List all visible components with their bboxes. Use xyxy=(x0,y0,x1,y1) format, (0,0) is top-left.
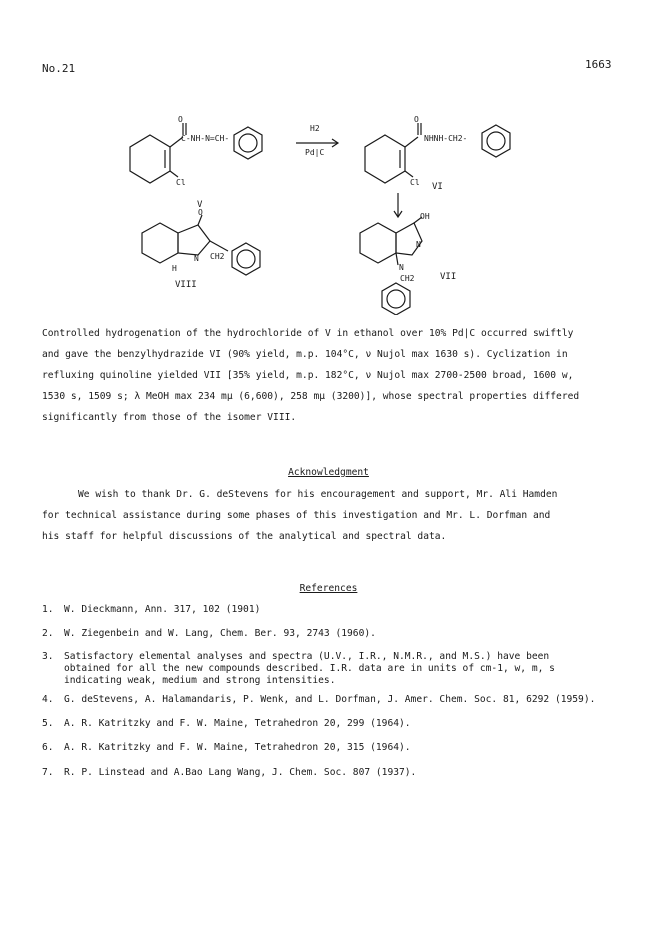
reference-text: R. P. Linstead and A.Bao Lang Wang, J. Chem. Soc. 807 (1937). xyxy=(64,767,417,778)
page-header-left: No.21 xyxy=(42,62,76,75)
reference-number: 2. xyxy=(42,628,54,639)
reference-item xyxy=(42,651,555,687)
atom-N2-VII: N xyxy=(416,240,421,249)
reference-number: 5. xyxy=(42,718,54,729)
reference-text: W. Dieckmann, Ann. 317, 102 (1901) xyxy=(64,604,261,615)
group-CH2-VII: CH2 xyxy=(400,274,415,283)
paragraph-line: 1530 s, 1509 s; λ MeOH max 234 mμ (6,600), 258 mμ (3200)], whose spectral properties differed xyxy=(42,391,580,402)
acknowledgment-line: his staff for helpful discussions of the analytical and spectral data. xyxy=(42,531,447,542)
reference-text: A. R. Katritzky and F. W. Maine, Tetrahedron 20, 299 (1964). xyxy=(64,718,411,729)
atom-O-V: O xyxy=(178,115,183,124)
reference-text: G. deStevens, A. Halamandaris, P. Wenk, and L. Dorfman, J. Amer. Chem. Soc. 81, 6292 (1959). xyxy=(64,694,596,705)
reagent-Pd-C: Pd|C xyxy=(305,148,325,157)
label-compound-VII: VII xyxy=(440,272,457,282)
reference-text: W. Ziegenbein and W. Lang, Chem. Ber. 93, 2743 (1960). xyxy=(64,628,376,639)
label-compound-VI: VI xyxy=(432,182,443,192)
label-compound-VIII: VIII xyxy=(175,280,197,290)
atom-H-VIII: H xyxy=(172,264,177,273)
compound-VI-ring xyxy=(365,135,405,183)
group-CH2-VIII: CH2 xyxy=(210,252,225,261)
atom-Cl-V: Cl xyxy=(176,178,186,187)
page-number: 1663 xyxy=(585,58,612,71)
acknowledgment-text xyxy=(42,484,557,547)
reference-text-continued: indicating weak, medium and strong intensities. xyxy=(64,675,336,686)
reference-number: 1. xyxy=(42,604,54,615)
reference-item xyxy=(42,694,595,705)
reference-item xyxy=(42,604,260,615)
reference-item xyxy=(42,742,411,753)
reference-number: 3. xyxy=(42,651,54,662)
reference-number: 4. xyxy=(42,694,54,705)
reference-number: 7. xyxy=(42,767,54,778)
reference-item xyxy=(42,628,376,639)
atom-N-VIII: N xyxy=(194,254,199,263)
fragment-V: C-NH-N=CH- xyxy=(181,134,230,143)
body-paragraph xyxy=(42,323,579,428)
atom-Cl-VI: Cl xyxy=(410,178,420,187)
atom-O-VIII: O xyxy=(198,208,203,217)
acknowledgment-heading: Acknowledgment xyxy=(288,467,369,478)
reference-item xyxy=(42,718,411,729)
reference-text-continued: obtained for all the new compounds described. I.R. data are in units of cm-1, w, m, s xyxy=(64,663,555,674)
compound-VII-phenyl xyxy=(382,283,410,315)
paragraph-line: significantly from those of the isomer VIII. xyxy=(42,412,297,423)
compound-VII-ring xyxy=(360,223,396,263)
fragment-VI: NHNH-CH2- xyxy=(424,134,468,143)
compound-VIII-ring xyxy=(142,223,178,263)
acknowledgment-line: for technical assistance during some phases of this investigation and Mr. L. Dorfman and xyxy=(42,510,551,521)
compound-V-ring xyxy=(130,135,170,183)
reference-text: A. R. Katritzky and F. W. Maine, Tetrahedron 20, 315 (1964). xyxy=(64,742,411,753)
label-compound-V: V xyxy=(197,200,203,210)
paragraph-line: Controlled hydrogenation of the hydrochloride of V in ethanol over 10% Pd|C occurred swiftly xyxy=(42,328,574,339)
reference-number: 6. xyxy=(42,742,54,753)
paragraph-line: refluxing quinoline yielded VII [35% yield, m.p. 182°C, ν Nujol max 2700-2500 broad, 1600 w, xyxy=(42,370,574,381)
acknowledgment-line: We wish to thank Dr. G. deStevens for his encouragement and support, Mr. Ali Hamden xyxy=(78,489,558,500)
compound-V-phenyl xyxy=(234,127,262,159)
compound-VI-phenyl xyxy=(482,125,510,157)
reference-item xyxy=(42,767,416,778)
compound-VIII-phenyl xyxy=(232,243,260,275)
reference-text: Satisfactory elemental analyses and spectra (U.V., I.R., N.M.R., and M.S.) have been xyxy=(64,651,550,662)
references-heading: References xyxy=(299,583,358,594)
reagent-H2: H2 xyxy=(310,124,320,133)
paragraph-line: and gave the benzylhydrazide VI (90% yield, m.p. 104°C, ν Nujol max 1630 s). Cyclization in xyxy=(42,349,568,360)
atom-N1-VII: N xyxy=(399,263,404,272)
atom-O-VI: O xyxy=(414,115,419,124)
reaction-scheme xyxy=(0,95,657,315)
group-OH-VII: OH xyxy=(420,212,430,221)
